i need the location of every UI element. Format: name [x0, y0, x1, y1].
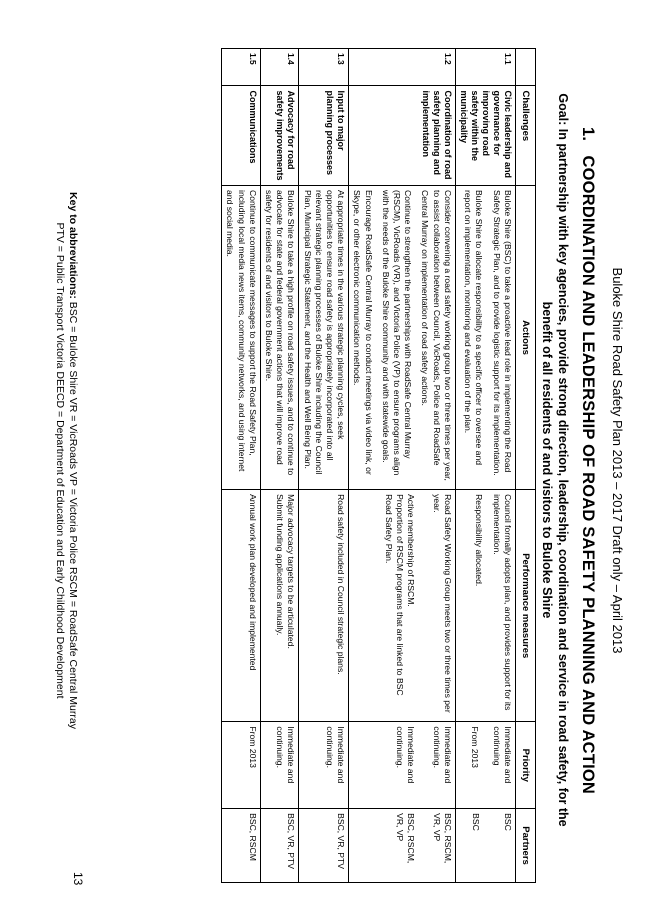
row-number: 1.3 — [299, 49, 349, 86]
header-measures: Performance measures — [515, 490, 535, 722]
key-line-1-text: BSC = Buloke Shire VR = VicRoads VP = Victoria Police RSCM = RoadSafe Central Murray — [67, 301, 79, 729]
goal-line-2: benefit of all residents of and visitors to Buloke Shire — [540, 301, 554, 619]
row-challenge: Civic leadership and governance for improving road safety within the municipality — [455, 86, 515, 186]
row-measures — [299, 490, 349, 722]
row-actions — [260, 186, 299, 490]
action-item: Continue to communicate messages to support the Road Safety Plan, including local media news items, community networks, and using internet and social media. — [225, 190, 258, 472]
table-row — [455, 49, 515, 883]
action-item: Continue to strengthen the partnerships with RoadSafe Central Murray (RSCM), VicRoads (VR), and Victoria Police (VP) to ensure programs align with the needs of the Buloke Shire community and with statewide goals. — [380, 190, 414, 476]
row-actions — [222, 186, 261, 490]
running-header: Buloke Shire Road Safety Plan 2013 – 2017 Draft only – April 2013 — [610, 267, 625, 654]
measure-item: Active membership of RSCM. — [406, 494, 417, 607]
action-item: Encourage RoadSafe Central Murray to conduct meetings via video link, or Skype, or other electronic communication methods. — [352, 190, 374, 475]
table-header-row — [515, 49, 535, 883]
action-item: Consider convening a road safety working group two or three times per year, to assist collaboration between Council, VicRoads, Police and RoadSafe Central Murray on implementation of road safety actions. — [420, 190, 453, 481]
measure-item: Road Safety Working Group meets two or three times per year. — [431, 494, 453, 713]
table-row — [260, 49, 299, 883]
page-number: 13 — [71, 872, 85, 886]
measure-item: Road safety included in Council strategic plans. — [336, 494, 347, 675]
section-number: 1. — [579, 126, 597, 142]
measure-item: Submit funding applications annually. — [275, 494, 286, 636]
row-priority — [349, 722, 456, 809]
measure-item: Major advocacy targets to be articulated. — [286, 494, 297, 649]
measure-item: Proportion of RSCM programs that are linked to BSC Road Safety Plan. — [383, 494, 406, 696]
row-priority — [260, 722, 299, 809]
row-actions — [349, 186, 456, 490]
partner-item: BSC, RSCM — [247, 813, 258, 861]
abbreviation-key — [53, 0, 79, 921]
row-measures — [349, 490, 456, 722]
section-title-text: COORDINATION AND LEADERSHIP OF ROAD SAFETY PLANNING AND ACTION — [579, 155, 597, 795]
priority-item: From 2013 — [247, 726, 258, 768]
measure-item: Responsibility allocated. — [474, 494, 485, 587]
row-number: 1.1 — [455, 49, 515, 86]
row-partners — [349, 809, 456, 883]
row-measures — [222, 490, 261, 722]
partner-item: BSC, RSCM, VR, VP — [431, 813, 453, 864]
row-partners — [455, 809, 515, 883]
row-measures — [260, 490, 299, 722]
header-partners: Partners — [515, 809, 535, 883]
row-challenge: Communications — [222, 86, 261, 186]
row-measures — [455, 490, 515, 722]
section-title — [578, 0, 597, 921]
table-row — [349, 49, 456, 883]
row-challenge: Advocacy for road safety improvements — [260, 86, 299, 186]
row-partners — [299, 809, 349, 883]
table-row — [222, 49, 261, 883]
priority-item: From 2013 — [470, 726, 481, 768]
row-partners — [260, 809, 299, 883]
action-item: Buloke Shire to take a high profile on road safety issues, and to continue to advocate for state and federal government actions that will improve road safety for residents of and visitors to Buloke Shire. — [263, 190, 297, 476]
row-challenge: Input to major planning processes — [299, 86, 349, 186]
priority-item: Immediate and continuing. — [395, 726, 417, 784]
measure-item: Council formally adopts plan, and provides support for its implementation. — [491, 494, 513, 711]
header-num — [515, 49, 535, 86]
priority-item: Immediate and continuing. — [275, 726, 297, 784]
row-priority — [455, 722, 515, 809]
key-line-1 — [66, 0, 79, 921]
row-partners — [222, 809, 261, 883]
goal-statement — [539, 60, 571, 860]
priority-item: Immediate and continuing. — [324, 726, 347, 784]
row-number: 1.2 — [349, 49, 456, 86]
header-priority: Priority — [515, 722, 535, 809]
action-item: Buloke Shire (BSC) to take a proactive lead role in implementing the Road Safety Strategic Plan, and to provide logistic support for its implementation. — [491, 190, 513, 476]
header-challenges: Challenges — [515, 86, 535, 186]
action-item: At appropriate times in the various strategic planning cycles, seek opportunities to ensure road safety is appropriately incorporated into all relevant strategic planning processes of Buloke Shire including the Council Plan, Municipal Strategic Statement, and the Health and Well Being Plan. — [302, 190, 347, 475]
row-actions — [299, 186, 349, 490]
partner-item: BSC, VR, PTV — [286, 813, 297, 869]
partner-item: BSC — [470, 813, 481, 831]
partner-item: BSC, VR, PTV — [336, 813, 347, 869]
row-number: 1.5 — [222, 49, 261, 86]
goal-line-1: Goal: In partnership with key agencies, provide strong direction, leadership, coordination and service in road safety, for the — [556, 93, 570, 827]
action-item: Buloke Shire to allocate responsibility to a specific officer to oversee and report on implementation, monitoring and evaluation of the plan. — [463, 190, 485, 466]
measure-item: Annual work plan developed and implemented — [247, 494, 258, 671]
row-priority — [222, 722, 261, 809]
row-number: 1.4 — [260, 49, 299, 86]
partner-item: BSC — [502, 813, 513, 831]
priority-item: Immediate and continuing — [491, 726, 513, 784]
header-actions: Actions — [515, 186, 535, 490]
table-row — [299, 49, 349, 883]
row-challenge: Coordination of road safety planning and implementation — [349, 86, 456, 186]
key-label: Key to abbreviations: — [67, 192, 79, 299]
row-actions — [455, 186, 515, 490]
action-table — [221, 48, 536, 883]
partner-item: BSC, RSCM, VR, VP — [395, 813, 417, 864]
row-priority — [299, 722, 349, 809]
priority-item: Immediate and continuing. — [431, 726, 453, 784]
key-line-2: PTV = Public Transport Victoria DEECD = Department of Education and Early Childhood Development — [54, 222, 66, 699]
